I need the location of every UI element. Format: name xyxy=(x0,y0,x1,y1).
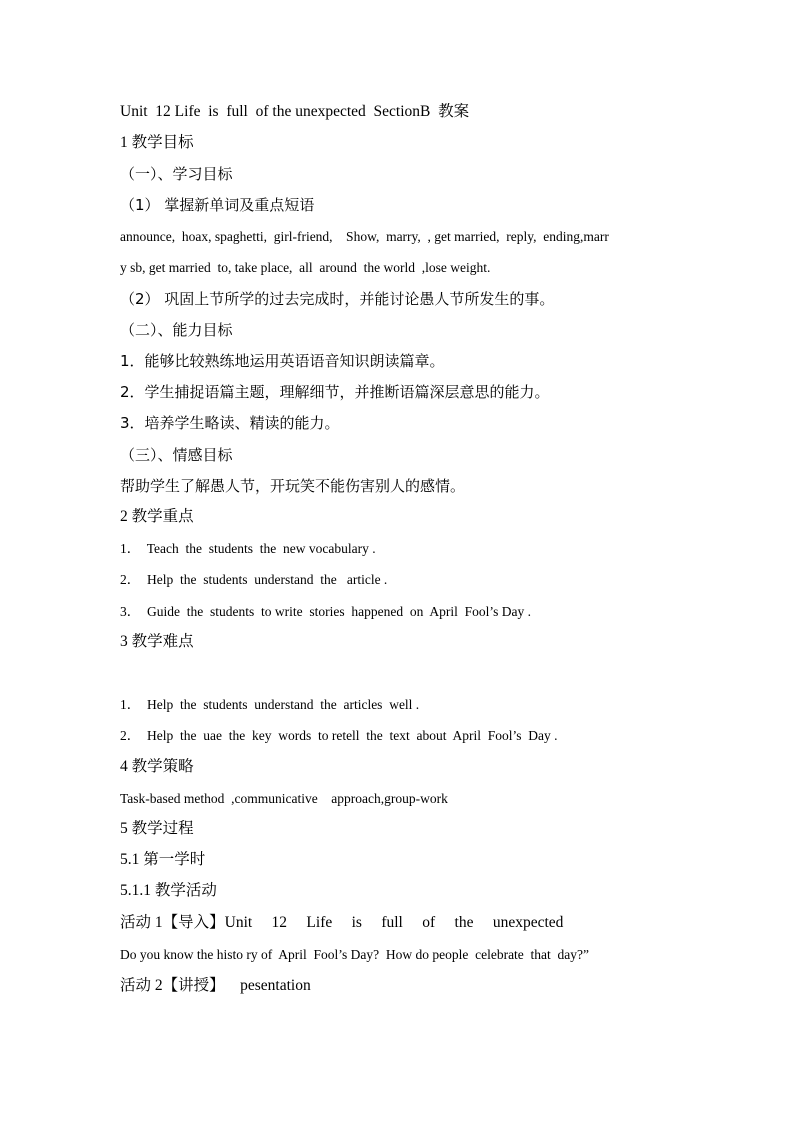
subsection-learning-goals: （一）、学习目标 xyxy=(120,165,233,183)
section-2-heading: 2 教学重点 xyxy=(120,508,194,525)
section-5-1-heading: 5.1 第一学时 xyxy=(120,851,206,868)
vocab-line-1: announce, hoax, spaghetti, girl-friend, Show, marry, , get married, reply, ending,marr xyxy=(120,229,609,244)
ability-item-1: 1．能够比较熟练地运用英语语音知识朗读篇章。 xyxy=(120,352,445,370)
subsection-emotion-goals: （三）、情感目标 xyxy=(120,446,233,464)
key-point-1: 1． Teach the students the new vocabulary . xyxy=(120,541,376,556)
section-1-heading: 1 教学目标 xyxy=(120,134,194,151)
section-5-heading: 5 教学过程 xyxy=(120,820,194,837)
key-point-3: 3． Guide the students to write stories happened on April Fool’s Day . xyxy=(120,604,531,619)
strategy-text: Task-based method ,communicative approach,group-work xyxy=(120,791,448,806)
activity-1-question: Do you know the histo ry of April Fool’s Day? How do people celebrate that day?” xyxy=(120,947,590,962)
section-4-heading: 4 教学策略 xyxy=(120,758,194,775)
difficulty-1: 1． Help the students understand the articles well . xyxy=(120,697,420,712)
section-5-1-1-heading: 5.1.1 教学活动 xyxy=(120,882,217,899)
activity-2: 活动 2【讲授】 pesentation xyxy=(120,977,311,994)
key-point-2: 2． Help the students understand the article . xyxy=(120,572,388,587)
section-3-heading: 3 教学难点 xyxy=(120,633,194,650)
subsection-ability-goals: （二）、能力目标 xyxy=(120,321,233,339)
emotion-goal-text: 帮助学生了解愚人节，开玩笑不能伤害别人的感情。 xyxy=(120,477,466,495)
goal-2: （2） 巩固上节所学的过去完成时，并能讨论愚人节所发生的事。 xyxy=(120,290,555,308)
ability-item-3: 3．培养学生略读、精读的能力。 xyxy=(120,414,340,432)
activity-1: 活动 1【导入】Unit 12 Life is full of the unexpected xyxy=(120,914,564,931)
vocab-line-2: y sb, get married to, take place, all around the world ,lose weight. xyxy=(120,260,491,275)
difficulty-2: 2． Help the uae the key words to retell the text about April Fool’s Day . xyxy=(120,728,558,743)
lesson-title: Unit 12 Life is full of the unexpected SectionB 教案 xyxy=(120,103,470,120)
ability-item-2: 2．学生捕捉语篇主题，理解细节，并推断语篇深层意思的能力。 xyxy=(120,383,550,401)
goal-1: （1） 掌握新单词及重点短语 xyxy=(120,196,315,214)
